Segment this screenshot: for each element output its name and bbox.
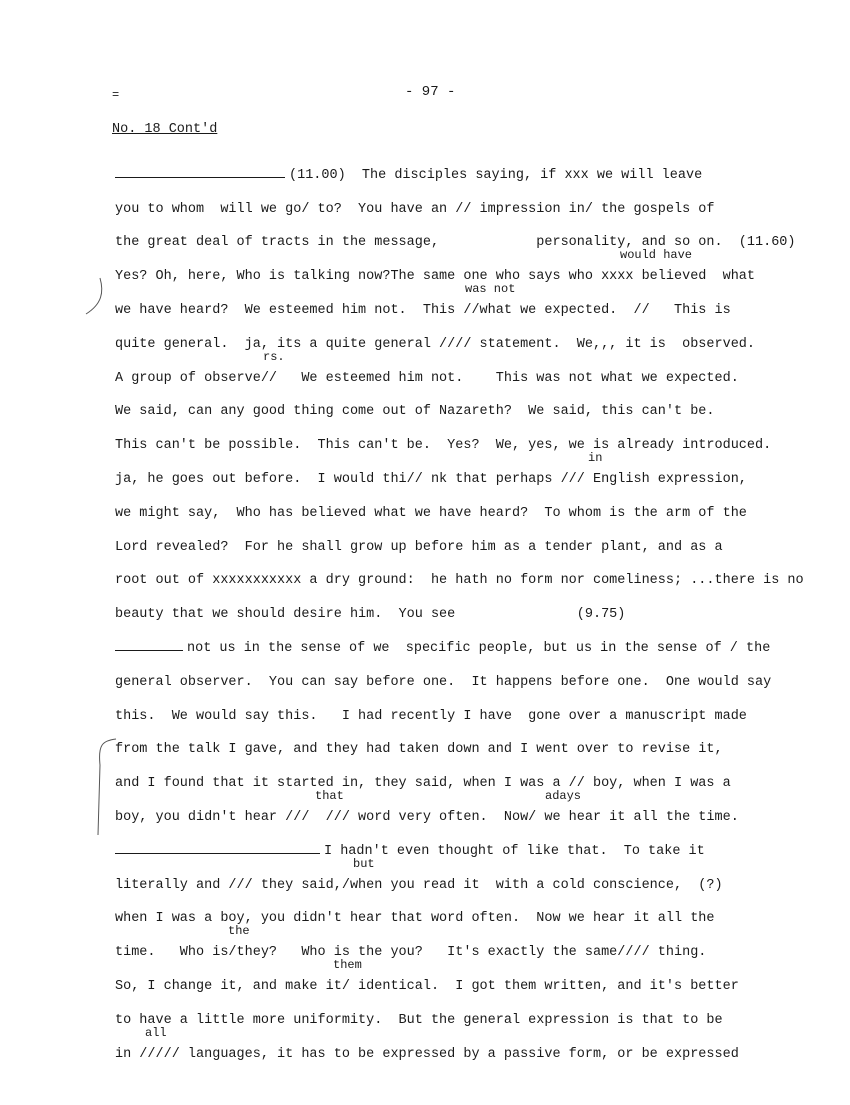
interlinear-correction: in xyxy=(588,451,603,466)
line-text xyxy=(115,369,739,389)
line-text-content: boy, you didn't hear /// /// word very often. Now/ we hear it all the time. xyxy=(115,809,739,825)
line-text xyxy=(115,839,705,862)
line-text xyxy=(115,605,625,625)
transcript-line xyxy=(115,625,845,659)
line-text-content: general observer. You can say before one. It happens before one. One would say xyxy=(115,674,772,690)
transcript-line xyxy=(115,789,845,828)
transcription-gap-blank xyxy=(115,163,285,178)
transcript-line xyxy=(115,591,845,625)
line-text xyxy=(115,636,770,659)
margin-equals-mark: = xyxy=(112,88,120,102)
transcript-line xyxy=(115,220,845,254)
transcript-line xyxy=(115,828,845,862)
line-text-content: quite general. ja, its a quite general //// statement. We,,, it is observed. xyxy=(115,336,756,352)
line-text-content: literally and /// they said,/when you read it with a cold conscience, (?) xyxy=(115,877,723,893)
interlinear-correction: all xyxy=(145,1025,167,1040)
line-text xyxy=(115,808,739,828)
transcription-gap-blank xyxy=(115,839,320,854)
line-text xyxy=(115,301,731,321)
transcript-line xyxy=(115,282,845,321)
line-text-content: This can't be possible. This can't be. Yes? We, yes, we is already introduced. xyxy=(115,438,772,454)
line-text xyxy=(115,504,747,524)
transcript-line xyxy=(115,896,845,930)
line-text xyxy=(115,909,715,929)
line-text xyxy=(115,571,804,591)
line-text xyxy=(115,876,723,896)
line-text-content: in ///// languages, it has to be expressed by a passive form, or be expressed xyxy=(115,1046,739,1062)
line-text-content: A group of observe// We esteemed him not. This was not what we expected. xyxy=(115,370,739,386)
transcript-line xyxy=(115,349,845,389)
line-text-content: to have a little more uniformity. But the general expression is that to be xyxy=(115,1012,723,1028)
line-text xyxy=(115,163,702,186)
margin-bracket-mark-upper xyxy=(78,270,118,330)
line-text xyxy=(115,538,723,558)
transcript-line xyxy=(115,1025,845,1065)
line-text-content: (11.00) The disciples saying, if xxx we will leave xyxy=(289,167,703,183)
transcript-line xyxy=(115,422,845,456)
line-text xyxy=(115,977,739,997)
line-text xyxy=(115,402,715,422)
transcription-gap-blank xyxy=(115,636,183,651)
line-text-content: time. Who is/they? Who is the you? It's exactly the same//// thing. xyxy=(115,945,707,961)
transcript-line xyxy=(115,997,845,1031)
transcript-line xyxy=(115,760,845,794)
interlinear-correction: adays xyxy=(545,789,582,804)
line-text-content: we have heard? We esteemed him not. This //what we expected. // This is xyxy=(115,302,731,318)
line-text-content: beauty that we should desire him. You see (9.75) xyxy=(115,607,626,623)
transcript-line xyxy=(115,451,845,490)
line-text-content: I hadn't even thought of like that. To take it xyxy=(324,843,705,859)
section-heading: No. 18 Cont'd xyxy=(112,122,218,137)
interlinear-correction: was not xyxy=(465,282,516,297)
line-text xyxy=(115,673,771,693)
line-text-content: we might say, Who has believed what we have heard? To whom is the arm of the xyxy=(115,505,747,521)
line-text-content: this. We would say this. I had recently I have gone over a manuscript made xyxy=(115,708,747,724)
line-text xyxy=(115,200,715,220)
transcript-line xyxy=(115,389,845,423)
transcript-body xyxy=(115,152,845,1065)
transcript-line xyxy=(115,152,845,186)
line-text xyxy=(115,1045,739,1065)
line-text-content: So, I change it, and make it/ identical. I got them written, and it's better xyxy=(115,978,739,994)
transcript-line xyxy=(115,727,845,761)
interlinear-correction: would have xyxy=(620,248,693,263)
line-text xyxy=(115,267,755,287)
interlinear-correction: rs. xyxy=(263,349,285,364)
line-text xyxy=(115,470,747,490)
interlinear-correction: but xyxy=(353,856,375,871)
line-text xyxy=(115,335,755,355)
transcript-line xyxy=(115,490,845,524)
line-text xyxy=(115,233,796,253)
line-text-content: ja, he goes out before. I would thi// nk that perhaps /// English expression, xyxy=(115,471,747,487)
line-text-content: the great deal of tracts in the message, personality, and so on. (11.60) xyxy=(115,235,796,251)
transcript-line xyxy=(115,524,845,558)
line-text xyxy=(115,774,731,794)
interlinear-correction: that xyxy=(315,789,344,804)
line-text xyxy=(115,943,706,963)
line-text-content: root out of xxxxxxxxxxx a dry ground: he hath no form nor comeliness; ...there is no xyxy=(115,573,804,589)
line-text-content: Lord revealed? For he shall grow up before him as a tender plant, and as a xyxy=(115,539,723,555)
interlinear-correction: the xyxy=(228,924,250,939)
line-text-content: you to whom will we go/ to? You have an // impression in/ the gospels of xyxy=(115,201,715,217)
transcript-line xyxy=(115,693,845,727)
transcript-line xyxy=(115,321,845,355)
transcript-line xyxy=(115,558,845,592)
line-text-content: and I found that it started in, they said, when I was a // boy, when I was a xyxy=(115,776,731,792)
line-text-content: Yes? Oh, here, Who is talking now?The same one who says who xxxx believed what xyxy=(115,269,756,285)
interlinear-correction: them xyxy=(333,958,362,973)
line-text xyxy=(115,1011,723,1031)
line-text xyxy=(115,707,747,727)
transcript-line xyxy=(115,659,845,693)
line-text xyxy=(115,740,723,760)
transcript-line xyxy=(115,924,845,963)
transcript-line xyxy=(115,856,845,896)
transcript-line xyxy=(115,958,845,997)
line-text-content: from the talk I gave, and they had taken down and I went over to revise it, xyxy=(115,742,723,758)
line-text-content: when I was a boy, you didn't hear that word often. Now we hear it all the xyxy=(115,911,715,927)
transcript-line xyxy=(115,186,845,220)
line-text-content: We said, can any good thing come out of Nazareth? We said, this can't be. xyxy=(115,404,715,420)
page-number: - 97 - xyxy=(405,84,456,100)
line-text xyxy=(115,436,771,456)
line-text-content: not us in the sense of we specific people, but us in the sense of / the xyxy=(187,640,771,656)
